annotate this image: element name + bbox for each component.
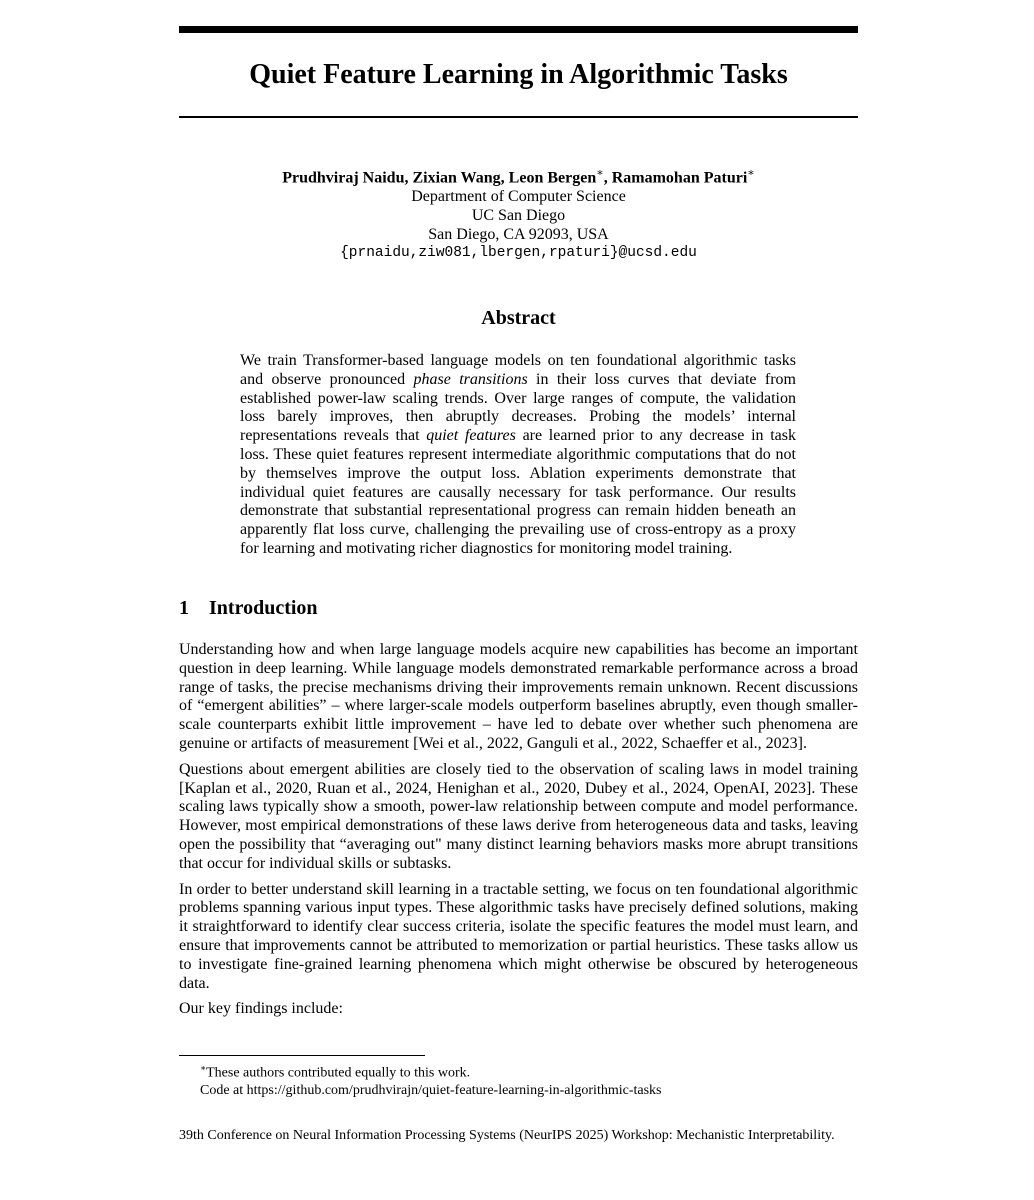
paragraph: Questions about emergent abilities are closely tied to the observation of scaling laws in model training [Kaplan et al., 2020, Ruan et al., 2024, Henighan et al., 2020, Dubey et al., 2024, OpenAI, 2023]. These scaling laws typically show a smooth, power-law relationship between compute and model performance. However, most empirical demonstrations of these laws derive from heterogeneous data and tasks, leaving open the possibility that “averaging out" many distinct learning behaviors masks more abrupt transitions that occur for individual skills or subtasks. bbox=[179, 760, 858, 872]
abstract-emphasis-quiet-features: quiet features bbox=[426, 427, 516, 445]
title-rule bbox=[179, 116, 858, 118]
introduction-body bbox=[179, 641, 858, 1026]
paragraph: Our key findings include: bbox=[179, 1000, 343, 1018]
author-names: Prudhviraj Naidu, Zixian Wang, Leon Bergen bbox=[282, 169, 597, 187]
footnotes bbox=[200, 1060, 860, 1099]
abstract-text bbox=[240, 352, 796, 559]
author-list bbox=[179, 164, 858, 187]
affiliation-university: UC San Diego bbox=[471, 207, 566, 225]
abstract-part-3: are learned prior to any decrease in task loss. These quiet features represent intermediate algorithmic computations that do not by themselves improve the output loss. Ablation experiments demonstrate that individual quiet features are causally necessary for task performance. Our results demonstrate that substantial representational progress can remain hidden beneath an apparently flat loss curve, challenging the prevailing use of cross-entropy as a proxy for learning and motivating richer diagnostics for monitoring model training. bbox=[240, 427, 796, 557]
venue-note: 39th Conference on Neural Information Processing Systems (NeurIPS 2025) Workshop: Mechanistic Interpretability. bbox=[179, 1128, 835, 1143]
abstract-part-1: We train Transformer-based language models on ten foundational algorithmic tasks and observe pronounced bbox=[240, 352, 796, 388]
equal-contribution-mark: ∗ bbox=[747, 167, 755, 179]
section-title: Introduction bbox=[209, 597, 318, 619]
paragraph: In order to better understand skill learning in a tractable setting, we focus on ten foundational algorithmic problems spanning various input types. These algorithmic tasks have precisely defined solutions, making it straightforward to identify clear success criteria, isolate the specific features the model must learn, and ensure that improvements cannot be attributed to memorization or partial heuristics. These tasks allow us to investigate fine-grained learning phenomena which might otherwise be obscured by heterogeneous data. bbox=[179, 880, 858, 992]
top-rule bbox=[179, 26, 858, 33]
author-emails: {prnaidu,ziw081,lbergen,rpaturi}@ucsd.edu bbox=[340, 245, 697, 262]
section-number: 1 bbox=[179, 597, 189, 619]
affiliation-department: Department of Computer Science bbox=[411, 188, 626, 206]
paper-title: Quiet Feature Learning in Algorithmic Tasks bbox=[249, 59, 788, 90]
equal-contribution-mark: ∗ bbox=[596, 167, 604, 179]
footnote-code-link: Code at https://github.com/prudhvirajn/quiet-feature-learning-in-algorithmic-tasks bbox=[200, 1082, 662, 1098]
author-separator: , bbox=[603, 169, 612, 187]
author-block bbox=[179, 164, 858, 263]
affiliation-address: San Diego, CA 92093, USA bbox=[428, 226, 609, 244]
footnote-mark: ∗ bbox=[200, 1063, 207, 1073]
footnote-rule bbox=[179, 1055, 425, 1056]
footnote-equal-contribution: ∗These authors contributed equally to this work. bbox=[200, 1063, 471, 1081]
paragraph: Understanding how and when large language models acquire new capabilities has become an important question in deep learning. While language models demonstrated remarkable performance across a broad range of tasks, the precise mechanisms driving their improvements remain unknown. Recent discussions of “emergent abilities” – where larger-scale models outperform baselines abruptly, even though smaller-scale counterparts exhibit little improvement – have led to debate over whether such phenomena are genuine or artifacts of measurement [Wei et al., 2022, Ganguli et al., 2022, Schaeffer et al., 2023]. bbox=[179, 641, 858, 752]
abstract-part-2: in their loss curves that deviate from established power-law scaling trends. Over large ranges of compute, the validation loss barely improves, then abruptly decreases. Probing the models’ internal representations reveals that bbox=[240, 370, 797, 445]
section-heading-introduction bbox=[179, 596, 858, 620]
abstract-heading: Abstract bbox=[481, 307, 556, 329]
abstract-emphasis-phase-transitions: phase transitions bbox=[413, 370, 528, 388]
author-name-last: Ramamohan Paturi bbox=[611, 169, 748, 187]
